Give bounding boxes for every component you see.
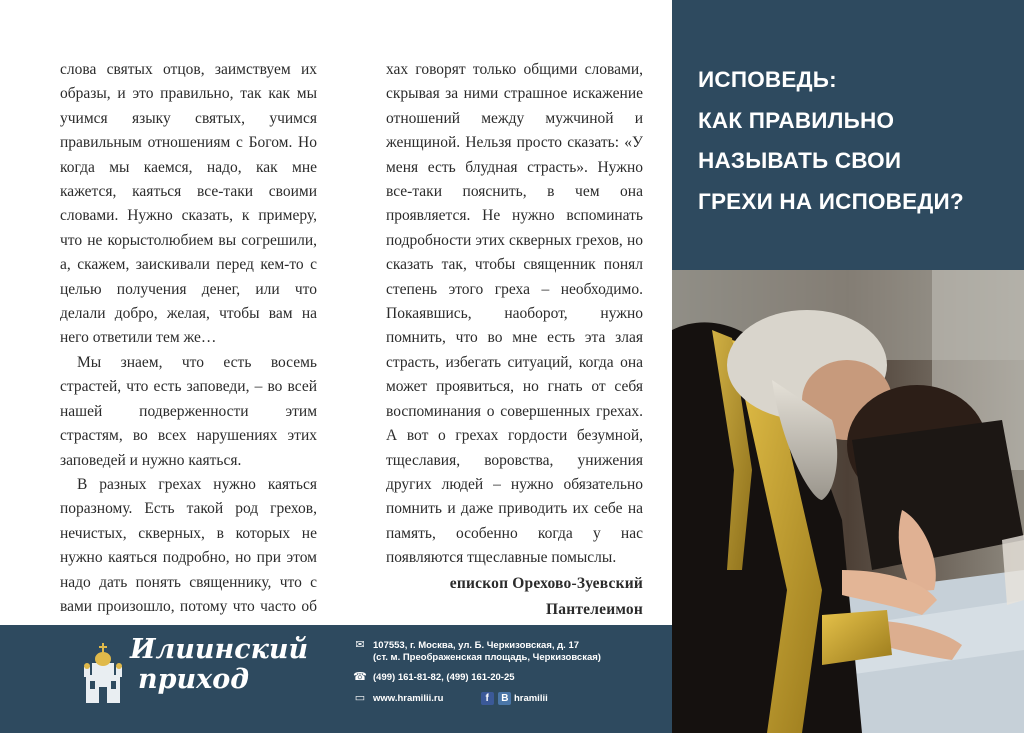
paragraph: хах говорят только общими словами, скрывая за ними страшное искажение отношений между мужчиной и женщиной. Нельзя просто сказать: «У меня есть блудная страсть». Нужно все-таки пояснить, в чем она проявляется. Не нужно вспоминать подробности этих скверных грехов, но сказать так, чтобы священник понял степень этого греха – необходимо. Покаявшись, наоборот, нужно помнить, что во мне есть эта злая страсть, избегать ситуаций, когда она может проявиться, но гнать от себя воспоминания о совершенных грехах. А вот о грехах гордости безумной, тщеславия, воровства, унижения других людей – нужно обязательно помнить и даже приводить их себе на память, особенно когда у нас появляются тщеславные помыслы. [386,61,643,567]
article-column-2 [386,58,643,623]
social-handle[interactable]: hramilii [513,693,548,705]
church-logo-icon [80,637,126,707]
logo-line: приход [138,664,250,695]
title-line: ИСПОВЕДЬ: [698,67,837,92]
page-title [698,60,1018,222]
logo-line: Илиинский [130,634,309,665]
facebook-icon[interactable]: f [481,692,494,705]
website-link[interactable]: www.hramilii.ru [373,693,444,705]
vk-icon[interactable]: B [498,692,511,705]
paragraph: В разных грехах нужно каяться поразному. Есть такой род грехов, нечистых, скверных, в которых не нужно каяться подробно, но при этом надо дать понять священнику, что с вами произошло, потому что часто об [60,475,317,615]
title-line: ГРЕХИ НА ИСПОВЕДИ? [698,188,964,214]
title-panel [672,0,1024,270]
confession-photo [672,270,1024,733]
computer-icon: ▭ [354,692,366,705]
address-row-2 [373,652,601,664]
address-text: 107553, г. Москва, ул. Б. Черкизовская, д. 17 [373,640,580,651]
address-row [352,639,579,652]
phone-icon: ☎ [353,671,367,683]
author-title: епископ Орехово-Зуевский [449,574,643,592]
author-name: Пантелеимон [546,600,643,618]
phone-text[interactable]: (499) 161-81-82, (499) 161-20-25 [373,672,515,683]
address-text: (ст. м. Преображенская площадь, Черкизовская) [373,652,601,663]
web-row [352,692,548,705]
paragraph: Мы знаем, что есть восемь страстей, что есть заповеди, – во всей нашей подверженности этим страстям, во всех нарушениях этих заповедей и нужно каяться. [60,353,317,469]
author-signature [386,571,643,623]
envelope-icon: ✉ [355,639,365,651]
article-column-1 [60,58,317,644]
footer [0,625,672,733]
title-line: КАК ПРАВИЛЬНО [698,107,895,133]
paragraph: слова святых отцов, заимствуем их образы, и это правильно, так как мы учимся языку святых, учимся правильным отношениям с Богом. Но когда мы каемся, надо, как мне кажется, каяться все-таки своими словами. Нужно сказать, к примеру, что не корыстолюбием вы согрешили, а, скажем, заискивали перед кем-то с целью получения денег, или что делали добро, желая, чтобы вам на него ответили тем же… [60,61,317,347]
parish-logo-text [130,635,308,695]
title-line: НАЗЫВАТЬ СВОИ [698,148,902,173]
phone-row [352,671,515,684]
